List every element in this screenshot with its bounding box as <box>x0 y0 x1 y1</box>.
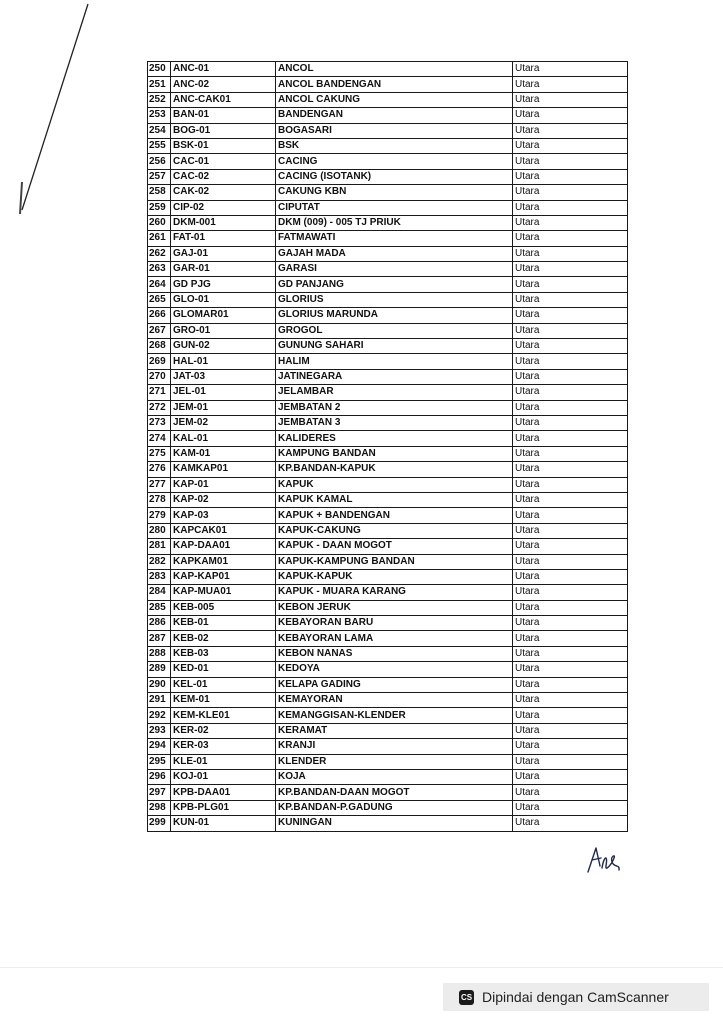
table-row <box>148 662 628 677</box>
table-row <box>148 462 628 477</box>
location-name: GAJAH MADA <box>276 246 513 261</box>
location-code: JAT-03 <box>171 369 276 384</box>
row-number: 291 <box>148 693 171 708</box>
row-number: 257 <box>148 169 171 184</box>
region-cell: Utara <box>513 677 628 692</box>
location-name: KAPUK + BANDENGAN <box>276 508 513 523</box>
table-row <box>148 77 628 92</box>
region-cell: Utara <box>513 769 628 784</box>
table-row <box>148 200 628 215</box>
table-row <box>148 415 628 430</box>
location-code: GAJ-01 <box>171 246 276 261</box>
row-number: 250 <box>148 62 171 77</box>
location-name: FATMAWATI <box>276 231 513 246</box>
table-row <box>148 308 628 323</box>
region-cell: Utara <box>513 400 628 415</box>
location-name: GUNUNG SAHARI <box>276 339 513 354</box>
row-number: 283 <box>148 569 171 584</box>
region-cell: Utara <box>513 631 628 646</box>
region-cell: Utara <box>513 262 628 277</box>
location-name: CACING <box>276 154 513 169</box>
location-code: KER-02 <box>171 723 276 738</box>
table-row <box>148 215 628 230</box>
table-row <box>148 138 628 153</box>
row-number: 287 <box>148 631 171 646</box>
table-row <box>148 431 628 446</box>
location-name: CACING (ISOTANK) <box>276 169 513 184</box>
region-cell: Utara <box>513 569 628 584</box>
region-cell: Utara <box>513 138 628 153</box>
location-code: FAT-01 <box>171 231 276 246</box>
location-name: HALIM <box>276 354 513 369</box>
location-name: KEMANGGISAN-KLENDER <box>276 708 513 723</box>
location-name: KEBON JERUK <box>276 600 513 615</box>
location-name: BSK <box>276 138 513 153</box>
row-number: 266 <box>148 308 171 323</box>
table-row <box>148 723 628 738</box>
row-number: 270 <box>148 369 171 384</box>
table-row <box>148 754 628 769</box>
row-number: 295 <box>148 754 171 769</box>
row-number: 267 <box>148 323 171 338</box>
row-number: 297 <box>148 785 171 800</box>
location-name: GARASI <box>276 262 513 277</box>
location-code: KAPKAM01 <box>171 554 276 569</box>
row-number: 275 <box>148 446 171 461</box>
region-cell: Utara <box>513 200 628 215</box>
location-code: BOG-01 <box>171 123 276 138</box>
row-number: 272 <box>148 400 171 415</box>
row-number: 256 <box>148 154 171 169</box>
location-code: GLOMAR01 <box>171 308 276 323</box>
region-cell: Utara <box>513 785 628 800</box>
location-name: BANDENGAN <box>276 108 513 123</box>
table-row <box>148 785 628 800</box>
location-name: KAPUK-KAPUK <box>276 569 513 584</box>
location-code: GUN-02 <box>171 339 276 354</box>
location-code: KPB-DAA01 <box>171 785 276 800</box>
location-code: KEL-01 <box>171 677 276 692</box>
location-name: KERAMAT <box>276 723 513 738</box>
location-code: DKM-001 <box>171 215 276 230</box>
location-name: ANCOL <box>276 62 513 77</box>
data-table-container <box>147 61 623 832</box>
table-row <box>148 369 628 384</box>
table-row <box>148 693 628 708</box>
location-code: KPB-PLG01 <box>171 800 276 815</box>
row-number: 276 <box>148 462 171 477</box>
row-number: 292 <box>148 708 171 723</box>
table-row <box>148 262 628 277</box>
row-number: 259 <box>148 200 171 215</box>
location-name: ANCOL CAKUNG <box>276 92 513 107</box>
location-code: KAP-KAP01 <box>171 569 276 584</box>
location-name: KUNINGAN <box>276 816 513 831</box>
table-row <box>148 816 628 831</box>
table-row <box>148 92 628 107</box>
row-number: 299 <box>148 816 171 831</box>
table-row <box>148 169 628 184</box>
location-name: JEMBATAN 2 <box>276 400 513 415</box>
location-name: KAPUK-CAKUNG <box>276 523 513 538</box>
table-row <box>148 385 628 400</box>
location-code: KEM-KLE01 <box>171 708 276 723</box>
location-code: KAP-03 <box>171 508 276 523</box>
table-row <box>148 477 628 492</box>
location-code: KAP-DAA01 <box>171 539 276 554</box>
region-cell: Utara <box>513 616 628 631</box>
row-number: 254 <box>148 123 171 138</box>
handwritten-signature <box>586 842 622 876</box>
table-row <box>148 554 628 569</box>
region-cell: Utara <box>513 523 628 538</box>
location-name: KELAPA GADING <box>276 677 513 692</box>
row-number: 281 <box>148 539 171 554</box>
page-bottom-edge <box>0 967 723 968</box>
location-code: HAL-01 <box>171 354 276 369</box>
row-number: 258 <box>148 185 171 200</box>
region-cell: Utara <box>513 323 628 338</box>
table-row <box>148 585 628 600</box>
region-cell: Utara <box>513 431 628 446</box>
location-code: KAPCAK01 <box>171 523 276 538</box>
region-cell: Utara <box>513 77 628 92</box>
region-cell: Utara <box>513 185 628 200</box>
table-row <box>148 292 628 307</box>
location-name: KAPUK <box>276 477 513 492</box>
row-number: 288 <box>148 646 171 661</box>
row-number: 298 <box>148 800 171 815</box>
location-code: JEM-02 <box>171 415 276 430</box>
location-name: KEBAYORAN LAMA <box>276 631 513 646</box>
table-row <box>148 446 628 461</box>
table-row <box>148 631 628 646</box>
location-name: CAKUNG KBN <box>276 185 513 200</box>
table-row <box>148 323 628 338</box>
region-cell: Utara <box>513 554 628 569</box>
region-cell: Utara <box>513 585 628 600</box>
table-row <box>148 739 628 754</box>
location-name: ANCOL BANDENGAN <box>276 77 513 92</box>
location-code: CAC-02 <box>171 169 276 184</box>
region-cell: Utara <box>513 800 628 815</box>
table-row <box>148 492 628 507</box>
location-code: KAP-01 <box>171 477 276 492</box>
location-name: KP.BANDAN-P.GADUNG <box>276 800 513 815</box>
row-number: 271 <box>148 385 171 400</box>
table-row <box>148 523 628 538</box>
row-number: 277 <box>148 477 171 492</box>
row-number: 251 <box>148 77 171 92</box>
location-code: JEM-01 <box>171 400 276 415</box>
region-cell: Utara <box>513 662 628 677</box>
region-cell: Utara <box>513 123 628 138</box>
region-cell: Utara <box>513 369 628 384</box>
location-code: KER-03 <box>171 739 276 754</box>
table-row <box>148 154 628 169</box>
region-cell: Utara <box>513 354 628 369</box>
row-number: 289 <box>148 662 171 677</box>
region-cell: Utara <box>513 477 628 492</box>
row-number: 268 <box>148 339 171 354</box>
location-name: KAPUK - DAAN MOGOT <box>276 539 513 554</box>
location-name: DKM (009) - 005 TJ PRIUK <box>276 215 513 230</box>
location-code: KAP-02 <box>171 492 276 507</box>
region-cell: Utara <box>513 62 628 77</box>
location-code: CIP-02 <box>171 200 276 215</box>
row-number: 294 <box>148 739 171 754</box>
table-row <box>148 508 628 523</box>
region-cell: Utara <box>513 446 628 461</box>
location-code: KLE-01 <box>171 754 276 769</box>
table-row <box>148 677 628 692</box>
location-table <box>147 61 628 832</box>
row-number: 263 <box>148 262 171 277</box>
location-name: KAPUK KAMAL <box>276 492 513 507</box>
location-code: ANC-02 <box>171 77 276 92</box>
location-name: GROGOL <box>276 323 513 338</box>
location-code: GD PJG <box>171 277 276 292</box>
row-number: 273 <box>148 415 171 430</box>
table-row <box>148 600 628 615</box>
row-number: 286 <box>148 616 171 631</box>
region-cell: Utara <box>513 539 628 554</box>
table-body <box>148 62 628 832</box>
row-number: 265 <box>148 292 171 307</box>
location-code: KEB-01 <box>171 616 276 631</box>
row-number: 255 <box>148 138 171 153</box>
scan-edge-line <box>0 0 120 230</box>
location-name: GLORIUS <box>276 292 513 307</box>
row-number: 296 <box>148 769 171 784</box>
row-number: 279 <box>148 508 171 523</box>
table-row <box>148 108 628 123</box>
region-cell: Utara <box>513 600 628 615</box>
row-number: 285 <box>148 600 171 615</box>
row-number: 280 <box>148 523 171 538</box>
region-cell: Utara <box>513 385 628 400</box>
location-code: GLO-01 <box>171 292 276 307</box>
location-code: KUN-01 <box>171 816 276 831</box>
location-code: KAP-MUA01 <box>171 585 276 600</box>
region-cell: Utara <box>513 492 628 507</box>
row-number: 262 <box>148 246 171 261</box>
location-name: KRANJI <box>276 739 513 754</box>
row-number: 260 <box>148 215 171 230</box>
location-name: KEMAYORAN <box>276 693 513 708</box>
region-cell: Utara <box>513 693 628 708</box>
table-row <box>148 231 628 246</box>
location-code: KAL-01 <box>171 431 276 446</box>
row-number: 284 <box>148 585 171 600</box>
location-name: KEBAYORAN BARU <box>276 616 513 631</box>
location-code: GRO-01 <box>171 323 276 338</box>
region-cell: Utara <box>513 169 628 184</box>
table-row <box>148 62 628 77</box>
region-cell: Utara <box>513 246 628 261</box>
location-name: KEDOYA <box>276 662 513 677</box>
row-number: 269 <box>148 354 171 369</box>
location-name: KAMPUNG BANDAN <box>276 446 513 461</box>
region-cell: Utara <box>513 462 628 477</box>
location-code: KEM-01 <box>171 693 276 708</box>
row-number: 282 <box>148 554 171 569</box>
row-number: 253 <box>148 108 171 123</box>
table-row <box>148 185 628 200</box>
region-cell: Utara <box>513 215 628 230</box>
location-code: KED-01 <box>171 662 276 677</box>
location-name: GLORIUS MARUNDA <box>276 308 513 323</box>
location-name: KALIDERES <box>276 431 513 446</box>
location-name: KP.BANDAN-KAPUK <box>276 462 513 477</box>
row-number: 264 <box>148 277 171 292</box>
location-code: BAN-01 <box>171 108 276 123</box>
table-row <box>148 277 628 292</box>
region-cell: Utara <box>513 108 628 123</box>
location-code: ANC-CAK01 <box>171 92 276 107</box>
location-name: CIPUTAT <box>276 200 513 215</box>
location-code: ANC-01 <box>171 62 276 77</box>
table-row <box>148 246 628 261</box>
location-code: CAC-01 <box>171 154 276 169</box>
region-cell: Utara <box>513 723 628 738</box>
region-cell: Utara <box>513 92 628 107</box>
location-code: KEB-02 <box>171 631 276 646</box>
row-number: 293 <box>148 723 171 738</box>
table-row <box>148 539 628 554</box>
table-row <box>148 123 628 138</box>
row-number: 261 <box>148 231 171 246</box>
region-cell: Utara <box>513 739 628 754</box>
location-code: CAK-02 <box>171 185 276 200</box>
table-row <box>148 646 628 661</box>
region-cell: Utara <box>513 339 628 354</box>
table-row <box>148 800 628 815</box>
location-name: KP.BANDAN-DAAN MOGOT <box>276 785 513 800</box>
location-name: BOGASARI <box>276 123 513 138</box>
location-code: KEB-005 <box>171 600 276 615</box>
location-code: JEL-01 <box>171 385 276 400</box>
location-name: JELAMBAR <box>276 385 513 400</box>
camscanner-watermark <box>443 983 709 1011</box>
region-cell: Utara <box>513 292 628 307</box>
camscanner-logo-icon: CS <box>459 990 474 1005</box>
table-row <box>148 400 628 415</box>
table-row <box>148 708 628 723</box>
table-row <box>148 354 628 369</box>
region-cell: Utara <box>513 508 628 523</box>
location-name: JEMBATAN 3 <box>276 415 513 430</box>
location-code: KAMKAP01 <box>171 462 276 477</box>
location-code: GAR-01 <box>171 262 276 277</box>
location-code: BSK-01 <box>171 138 276 153</box>
table-row <box>148 339 628 354</box>
camscanner-text: Dipindai dengan CamScanner <box>482 989 669 1005</box>
location-code: KAM-01 <box>171 446 276 461</box>
location-name: KLENDER <box>276 754 513 769</box>
table-row <box>148 769 628 784</box>
location-name: KOJA <box>276 769 513 784</box>
region-cell: Utara <box>513 415 628 430</box>
region-cell: Utara <box>513 708 628 723</box>
region-cell: Utara <box>513 308 628 323</box>
region-cell: Utara <box>513 277 628 292</box>
row-number: 290 <box>148 677 171 692</box>
region-cell: Utara <box>513 231 628 246</box>
row-number: 278 <box>148 492 171 507</box>
region-cell: Utara <box>513 154 628 169</box>
row-number: 274 <box>148 431 171 446</box>
row-number: 252 <box>148 92 171 107</box>
location-name: KEBON NANAS <box>276 646 513 661</box>
region-cell: Utara <box>513 646 628 661</box>
location-name: GD PANJANG <box>276 277 513 292</box>
table-row <box>148 616 628 631</box>
location-code: KOJ-01 <box>171 769 276 784</box>
location-name: KAPUK - MUARA KARANG <box>276 585 513 600</box>
location-name: JATINEGARA <box>276 369 513 384</box>
region-cell: Utara <box>513 816 628 831</box>
location-name: KAPUK-KAMPUNG BANDAN <box>276 554 513 569</box>
table-row <box>148 569 628 584</box>
region-cell: Utara <box>513 754 628 769</box>
location-code: KEB-03 <box>171 646 276 661</box>
